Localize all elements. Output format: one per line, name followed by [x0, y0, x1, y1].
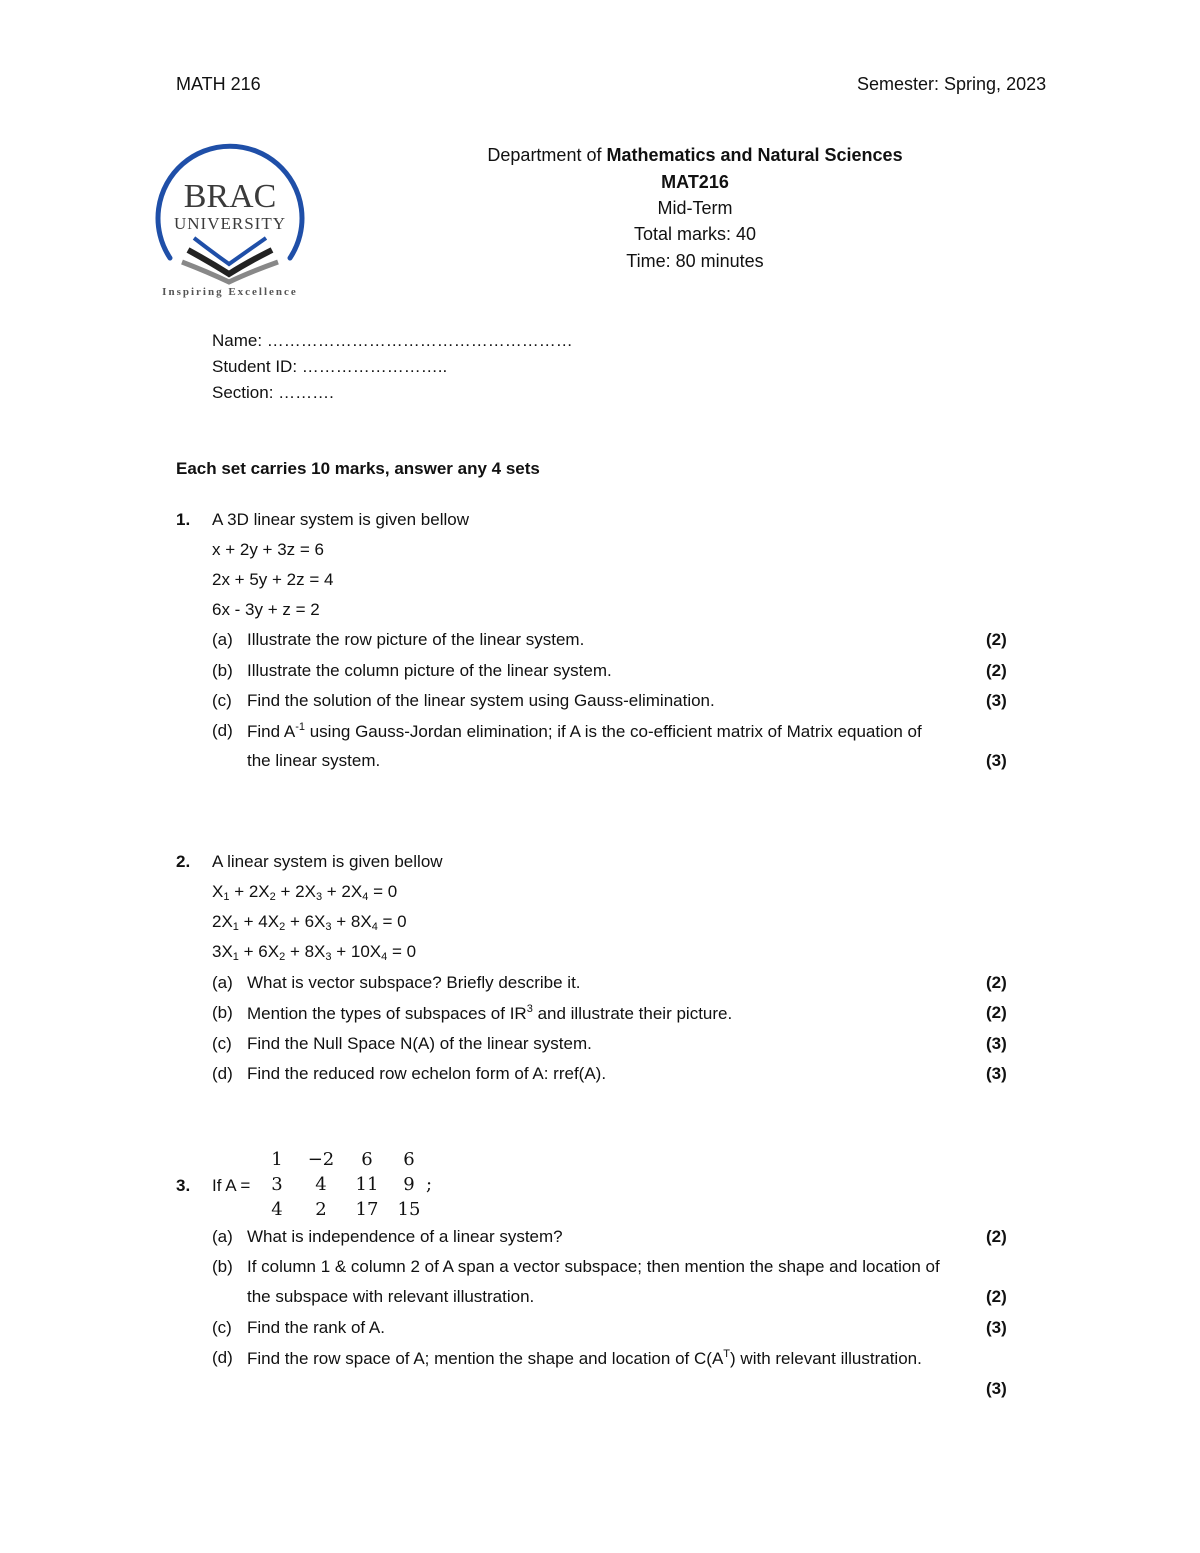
exam-time: Time: 80 minutes: [626, 251, 764, 271]
question-2d-label: (d): [212, 1064, 233, 1083]
eq-subscript: 4: [362, 891, 369, 903]
eq-term: = 0: [387, 942, 417, 961]
question-1d-text-post: using Gauss-Jordan elimination; if A is the co-efficient matrix of Matrix equation of: [304, 722, 922, 741]
question-1-stem: A 3D linear system is given bellow: [212, 510, 470, 529]
department-prefix: Department of: [487, 145, 607, 165]
eq-subscript: 3: [325, 921, 332, 933]
department-line: [445, 145, 945, 166]
question-2-stem: A linear system is given bellow: [212, 852, 443, 871]
matrix-cell: −2: [307, 1149, 335, 1170]
student-name-field: Name: ………………………………………………: [212, 331, 573, 350]
department-name: Mathematics and Natural Sciences: [606, 145, 903, 165]
question-1c-text: Find the solution of the linear system using Gauss-elimination.: [247, 691, 715, 710]
logo-brac-text: BRAC: [183, 178, 277, 215]
eq-term: 3X: [212, 942, 233, 961]
question-1-equation-3: 6x - 3y + z = 2: [212, 600, 320, 619]
eq-term: + 2X: [275, 882, 316, 901]
eq-term: + 10X: [331, 942, 382, 961]
eq-subscript: 3: [325, 951, 332, 963]
question-2b-text: [247, 1003, 732, 1024]
eq-term: = 0: [368, 882, 398, 901]
semester-header: Semester: Spring, 2023: [857, 74, 1047, 94]
question-1-equation-2: 2x + 5y + 2z = 4: [212, 570, 334, 589]
question-1a-label: (a): [212, 630, 233, 649]
question-2-equation-2: [212, 912, 407, 933]
question-3b-label: (b): [212, 1257, 233, 1276]
question-3b-marks: (2): [986, 1287, 1007, 1306]
matrix-cell: 1: [271, 1149, 283, 1170]
student-id-field: Student ID: ……………………..: [212, 357, 448, 376]
question-1b-marks: (2): [986, 661, 1007, 680]
matrix-cell: 9: [403, 1174, 415, 1195]
section-field: Section: ……….: [212, 383, 334, 402]
question-3d-text-pre: Find the row space of A; mention the shape and location of C(A: [247, 1349, 724, 1368]
question-1c-marks: (3): [986, 691, 1007, 710]
course-code-header: MATH 216: [176, 74, 261, 94]
matrix-cell: 2: [315, 1199, 327, 1220]
question-2-equation-1: [212, 882, 397, 903]
matrix-cell: 3: [271, 1174, 283, 1195]
question-1d-label: (d): [212, 721, 233, 740]
question-1-equation-1: x + 2y + 3z = 6: [212, 540, 324, 559]
question-3a-marks: (2): [986, 1227, 1007, 1246]
eq-subscript: 1: [232, 951, 239, 963]
question-2b-marks: (2): [986, 1003, 1007, 1022]
course-code-title: MAT216: [661, 172, 729, 192]
matrix-a: [252, 1149, 442, 1229]
question-3d-marks: (3): [986, 1379, 1007, 1398]
question-2-equation-3: [212, 942, 416, 963]
matrix-semicolon: ;: [426, 1174, 433, 1195]
matrix-cell: 11: [355, 1174, 379, 1195]
question-2a-text: What is vector subspace? Briefly describe it.: [247, 973, 581, 992]
inverse-superscript: -1: [295, 721, 305, 733]
question-3d-label: (d): [212, 1348, 233, 1367]
question-3c-label: (c): [212, 1318, 232, 1337]
eq-term: + 6X: [285, 912, 326, 931]
question-2d-text: Find the reduced row echelon form of A: rref(A).: [247, 1064, 607, 1083]
eq-term: + 2X: [322, 882, 363, 901]
question-2c-text: Find the Null Space N(A) of the linear system.: [247, 1034, 592, 1053]
question-3c-marks: (3): [986, 1318, 1007, 1337]
question-1d-text-pre: Find A: [247, 722, 296, 741]
question-1-number: 1.: [176, 510, 191, 529]
question-2-number: 2.: [176, 852, 191, 871]
eq-term: + 8X: [285, 942, 326, 961]
question-2b-text-pre: Mention the types of subspaces of IR: [247, 1004, 527, 1023]
question-2b-label: (b): [212, 1003, 233, 1022]
question-1b-text: Illustrate the column picture of the linear system.: [247, 661, 612, 680]
question-3-stem: If A =: [212, 1176, 251, 1195]
eq-subscript: 3: [315, 891, 323, 903]
question-1d-marks: (3): [986, 751, 1007, 770]
question-3a-text: What is independence of a linear system?: [247, 1227, 563, 1246]
question-1d-text-line2: the linear system.: [247, 751, 381, 770]
eq-term: + 6X: [238, 942, 280, 961]
question-2a-label: (a): [212, 973, 233, 992]
matrix-cell: 4: [271, 1199, 283, 1220]
question-2a-marks: (2): [986, 973, 1007, 992]
matrix-cell: 4: [315, 1174, 327, 1195]
eq-term: + 4X: [238, 912, 280, 931]
question-1a-marks: (2): [986, 630, 1007, 649]
question-3c-text: Find the rank of A.: [247, 1318, 385, 1337]
eq-subscript: 2: [279, 921, 286, 933]
logo-tagline: Inspiring Excellence: [162, 286, 298, 298]
eq-subscript: 2: [269, 891, 276, 903]
question-2b-text-post: and illustrate their picture.: [532, 1004, 733, 1023]
transpose-superscript: T: [723, 1348, 731, 1360]
eq-subscript: 4: [381, 951, 388, 963]
eq-subscript: 1: [232, 921, 239, 933]
question-1c-label: (c): [212, 691, 232, 710]
question-3b-text: If column 1 & column 2 of A span a vector subspace; then mention the shape and location of: [247, 1257, 940, 1276]
eq-term: + 2X: [229, 882, 270, 901]
eq-term: = 0: [377, 912, 407, 931]
eq-subscript: 4: [371, 921, 378, 933]
matrix-cell: 6: [403, 1149, 415, 1170]
eq-subscript: 1: [223, 891, 230, 903]
matrix-cell: 6: [361, 1149, 373, 1170]
total-marks: Total marks: 40: [633, 224, 757, 244]
question-2c-label: (c): [212, 1034, 232, 1053]
logo-university-text: UNIVERSITY: [174, 214, 286, 233]
question-1a-text: Illustrate the row picture of the linear system.: [247, 630, 585, 649]
question-2c-marks: (3): [986, 1034, 1007, 1053]
matrix-cell: 17: [355, 1199, 379, 1220]
matrix-cell: 15: [397, 1199, 421, 1220]
eq-term: X: [212, 882, 224, 901]
question-1d-text: [247, 721, 922, 742]
question-3d-text-post: ) with relevant illustration.: [730, 1349, 922, 1368]
question-3b-text-line2: the subspace with relevant illustration.: [247, 1287, 535, 1306]
question-1b-label: (b): [212, 661, 233, 680]
question-3d-text: [247, 1348, 922, 1369]
university-logo: [150, 140, 310, 305]
eq-term: + 8X: [331, 912, 372, 931]
question-2d-marks: (3): [986, 1064, 1007, 1083]
eq-subscript: 2: [279, 951, 286, 963]
eq-term: 2X: [212, 912, 233, 931]
exam-type: Mid-Term: [657, 198, 733, 218]
dimension-superscript: 3: [526, 1003, 533, 1015]
question-3a-label: (a): [212, 1227, 233, 1246]
question-3-number: 3.: [176, 1176, 191, 1195]
instructions: Each set carries 10 marks, answer any 4 sets: [176, 459, 540, 478]
